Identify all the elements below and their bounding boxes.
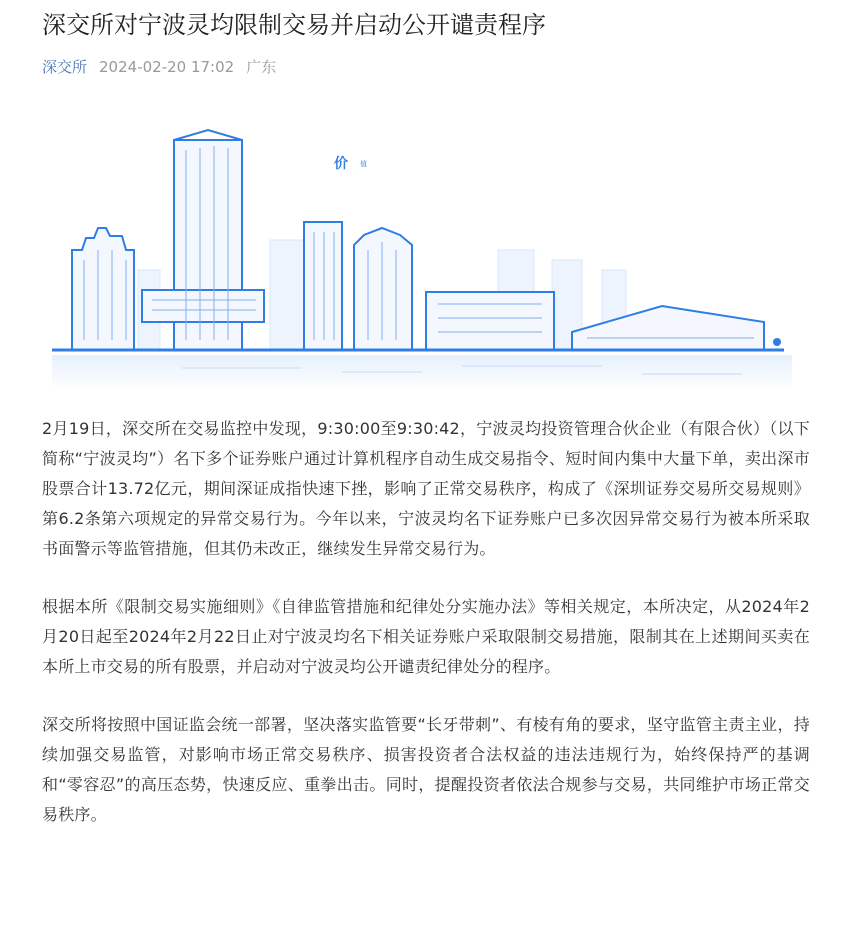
- article-body: [42, 414, 810, 858]
- hero-caption-small: 值: [360, 160, 367, 168]
- paragraph: 深交所将按照中国证监会统一部署，坚决落实监管要“长牙带刺”、有棱有角的要求，坚守监管主责主业，持续加强交易监管，对影响市场正常交易秩序、损害投资者合法权益的违法违规行为，始终保持严的基调和“零容忍”的高压态势，快速反应、重拳出击。同时，提醒投资者依法合规参与交易，共同维护市场正常交易秩序。: [42, 715, 810, 824]
- city-skyline-illustration: [42, 100, 802, 390]
- article-title: 深交所对宁波灵均限制交易并启动公开谴责程序: [42, 11, 546, 39]
- paragraph: 根据本所《限制交易实施细则》《自律监管措施和纪律处分实施办法》等相关规定，本所决定，从2024年2月20日起至2024年2月22日止对宁波灵均名下相关证券账户采取限制交易措施，限制其在上述期间买卖在本所上市交易的所有股票，并启动对宁波灵均公开谴责纪律处分的程序。: [42, 597, 810, 676]
- paragraph: 2月19日，深交所在交易监控中发现，9:30:00至9:30:42，宁波灵均投资管理合伙企业（有限合伙）（以下简称“宁波灵均”）名下多个证券账户通过计算机程序自动生成交易指令、短时间内集中大量下单，卖出深市股票合计13.72亿元，期间深证成指快速下挫，影响了正常交易秩序，构成了《深圳证券交易所交易规则》第6.2条第六项规定的异常交易行为。今年以来，宁波灵均名下证券账户已多次因异常交易行为被本所采取书面警示等监管措施，但其仍未改正，继续发生异常交易行为。: [42, 419, 810, 558]
- publish-location: 广东: [246, 58, 277, 76]
- hero-image: [42, 100, 802, 390]
- source-link[interactable]: 深交所: [42, 58, 88, 76]
- publish-time: 2024-02-20 17:02: [99, 58, 235, 76]
- hero-caption-glyph: 价: [334, 156, 348, 172]
- article-meta: [42, 55, 276, 79]
